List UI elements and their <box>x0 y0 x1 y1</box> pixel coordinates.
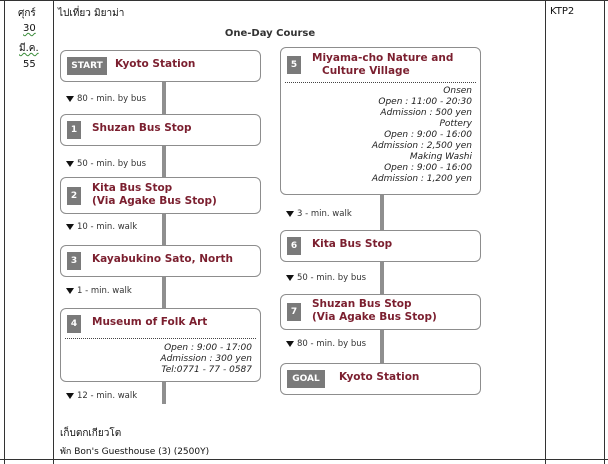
stop-details: Open : 9:00 - 17:00 Admission : 300 yen Tel:0771 - 77 - 0587 <box>160 343 252 375</box>
leg-7: 50 - min. by bus <box>286 273 366 284</box>
down-triangle-icon <box>66 288 74 294</box>
table-border-top <box>0 0 608 1</box>
day-date: 30 <box>23 23 36 34</box>
stop-name: Kyoto Station <box>339 371 420 383</box>
down-triangle-icon <box>66 393 74 399</box>
stop-2 <box>60 177 261 214</box>
dotted-divider <box>285 82 476 83</box>
stop-name: Kyoto Station <box>115 58 196 70</box>
down-triangle-icon <box>66 96 74 102</box>
note-sightseeing: เก็บตกเกียวโต <box>60 428 122 439</box>
down-triangle-icon <box>286 341 294 347</box>
down-triangle-icon <box>286 211 294 217</box>
leg-2: 50 - min. by bus <box>66 159 146 170</box>
column-divider-day <box>53 0 54 464</box>
stop-3 <box>60 245 261 277</box>
stop-details: Onsen Open : 11:00 - 20:30 Admission : 500 yen Pottery Open : 9:00 - 16:00 Admission : 2,500 yen Making Washi Open : 9:00 - 16:00 Admission : 1,200 yen <box>371 86 472 184</box>
stop-7 <box>280 294 481 330</box>
stop-number: 1 <box>67 121 81 139</box>
down-triangle-icon <box>286 275 294 281</box>
stop-name: Kayabukino Sato, North <box>92 253 233 265</box>
place-text: ไปเที่ยว มิยาม่า <box>58 8 125 19</box>
column-divider-code <box>545 0 546 464</box>
stop-name: Shuzan Bus Stop (Via Agake Bus Stop) <box>312 298 437 323</box>
leg-8: 80 - min. by bus <box>286 339 366 350</box>
goal-tag: GOAL <box>287 370 325 388</box>
stop-name: Kita Bus Stop <box>312 238 393 250</box>
stop-number: 6 <box>287 237 301 255</box>
code-text: KTP2 <box>550 6 575 17</box>
stop-start <box>60 50 261 82</box>
route-line-right <box>380 193 384 363</box>
day-weekday: ศุกร์ <box>18 8 36 19</box>
stop-name: Kita Bus Stop (Via Agake Bus Stop) <box>92 182 217 207</box>
table-border-right <box>604 0 605 464</box>
leg-6: 3 - min. walk <box>286 209 352 220</box>
leg-1: 80 - min. by bus <box>66 94 146 105</box>
stop-1 <box>60 114 261 146</box>
dotted-divider <box>65 338 256 339</box>
stop-number: 3 <box>67 252 81 270</box>
leg-3: 10 - min. walk <box>66 222 137 233</box>
day-year: 55 <box>23 59 36 70</box>
stop-number: 5 <box>287 56 301 74</box>
stop-name: Museum of Folk Art <box>92 316 208 328</box>
stop-goal <box>280 363 481 395</box>
note-accommodation: พัก Bon's Guesthouse (3) (2500Y) <box>60 447 210 457</box>
course-title: One-Day Course <box>224 28 316 39</box>
leg-5: 12 - min. walk <box>66 391 137 402</box>
table-row-divider <box>0 459 608 460</box>
start-tag: START <box>67 57 107 75</box>
leg-4: 1 - min. walk <box>66 286 132 297</box>
down-triangle-icon <box>66 224 74 230</box>
down-triangle-icon <box>66 161 74 167</box>
stop-4 <box>60 308 261 382</box>
stop-6 <box>280 230 481 262</box>
stop-name: Shuzan Bus Stop <box>92 122 192 134</box>
stop-5 <box>280 47 481 195</box>
day-month: มี.ค. <box>19 43 39 54</box>
table-border-left <box>4 0 5 464</box>
stop-number: 7 <box>287 303 301 321</box>
stop-name: Miyama-cho Nature and Culture Village <box>312 52 454 77</box>
stop-number: 2 <box>67 187 81 205</box>
stop-number: 4 <box>67 315 81 333</box>
